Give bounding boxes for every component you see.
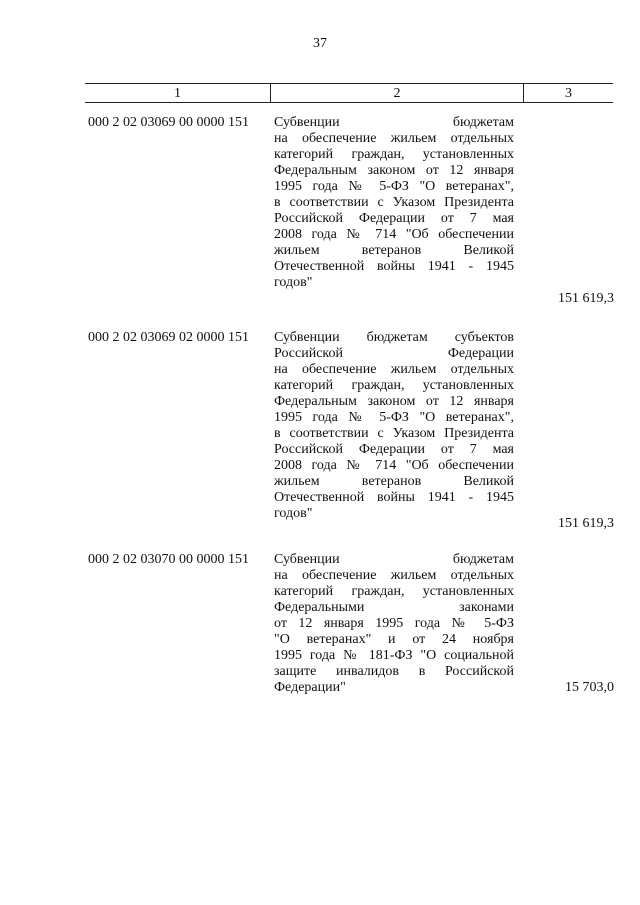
description-line: жильем ветеранов Великой xyxy=(274,474,514,489)
description-line: на обеспечение жильем отдельных xyxy=(274,362,514,377)
description-line: Федеральным законом от 12 января xyxy=(274,163,514,178)
description-line: защите инвалидов в Российской xyxy=(274,664,514,679)
description-line: на обеспечение жильем отдельных xyxy=(274,568,514,583)
description-line: категорий граждан, установленных xyxy=(274,584,514,599)
description-line: Федеральным законом от 12 января xyxy=(274,394,514,409)
table-top-rule xyxy=(85,83,613,84)
description-line: Российской Федерации от 7 мая xyxy=(274,442,514,457)
column-header-3: 3 xyxy=(565,86,572,101)
description-line: 2008 года № 714 "Об обеспечении xyxy=(274,458,514,473)
table-row-3-code: 000 2 02 03070 00 0000 151 xyxy=(88,552,249,567)
table-row-1-description xyxy=(274,115,514,291)
description-line: категорий граждан, установленных xyxy=(274,378,514,393)
table-row-3-amount: 15 703,0 xyxy=(565,680,614,695)
description-line: "О ветеранах" и от 24 ноября xyxy=(274,632,514,647)
table-row-2-amount: 151 619,3 xyxy=(558,516,614,531)
description-line: годов" xyxy=(274,275,313,290)
description-line: в соответствии с Указом Президента xyxy=(274,426,514,441)
description-line: Федеральными законами xyxy=(274,600,514,615)
description-line: от 12 января 1995 года № 5-ФЗ xyxy=(274,616,514,631)
description-line: Российской Федерации от 7 мая xyxy=(274,211,514,226)
table-header-bottom-rule xyxy=(85,102,613,103)
description-line: Российской Федерации xyxy=(274,346,514,361)
description-line: категорий граждан, установленных xyxy=(274,147,514,162)
table-row-2-code: 000 2 02 03069 02 0000 151 xyxy=(88,330,249,345)
description-line: Отечественной войны 1941 - 1945 xyxy=(274,490,514,505)
column-header-1: 1 xyxy=(174,86,181,101)
description-line: Субвенции бюджетам субъектов xyxy=(274,330,514,345)
table-row-2-description xyxy=(274,330,514,522)
table-row-1-amount: 151 619,3 xyxy=(558,291,614,306)
column-header-2: 2 xyxy=(393,86,401,101)
table-row-1-code: 000 2 02 03069 00 0000 151 xyxy=(88,115,249,130)
description-line: Субвенции бюджетам xyxy=(274,115,514,130)
description-line: 2008 года № 714 "Об обеспечении xyxy=(274,227,514,242)
description-line: годов" xyxy=(274,506,313,521)
description-line: Отечественной войны 1941 - 1945 xyxy=(274,259,514,274)
description-line: 1995 года № 5-ФЗ "О ветеранах", xyxy=(274,410,514,425)
page-number: 37 xyxy=(313,36,327,51)
description-line: на обеспечение жильем отдельных xyxy=(274,131,514,146)
description-line: Субвенции бюджетам xyxy=(274,552,514,567)
description-line: 1995 года № 181-ФЗ "О социальной xyxy=(274,648,514,663)
description-line: жильем ветеранов Великой xyxy=(274,243,514,258)
description-line: Федерации" xyxy=(274,680,346,695)
table-row-3-description xyxy=(274,552,514,696)
description-line: в соответствии с Указом Президента xyxy=(274,195,514,210)
description-line: 1995 года № 5-ФЗ "О ветеранах", xyxy=(274,179,514,194)
